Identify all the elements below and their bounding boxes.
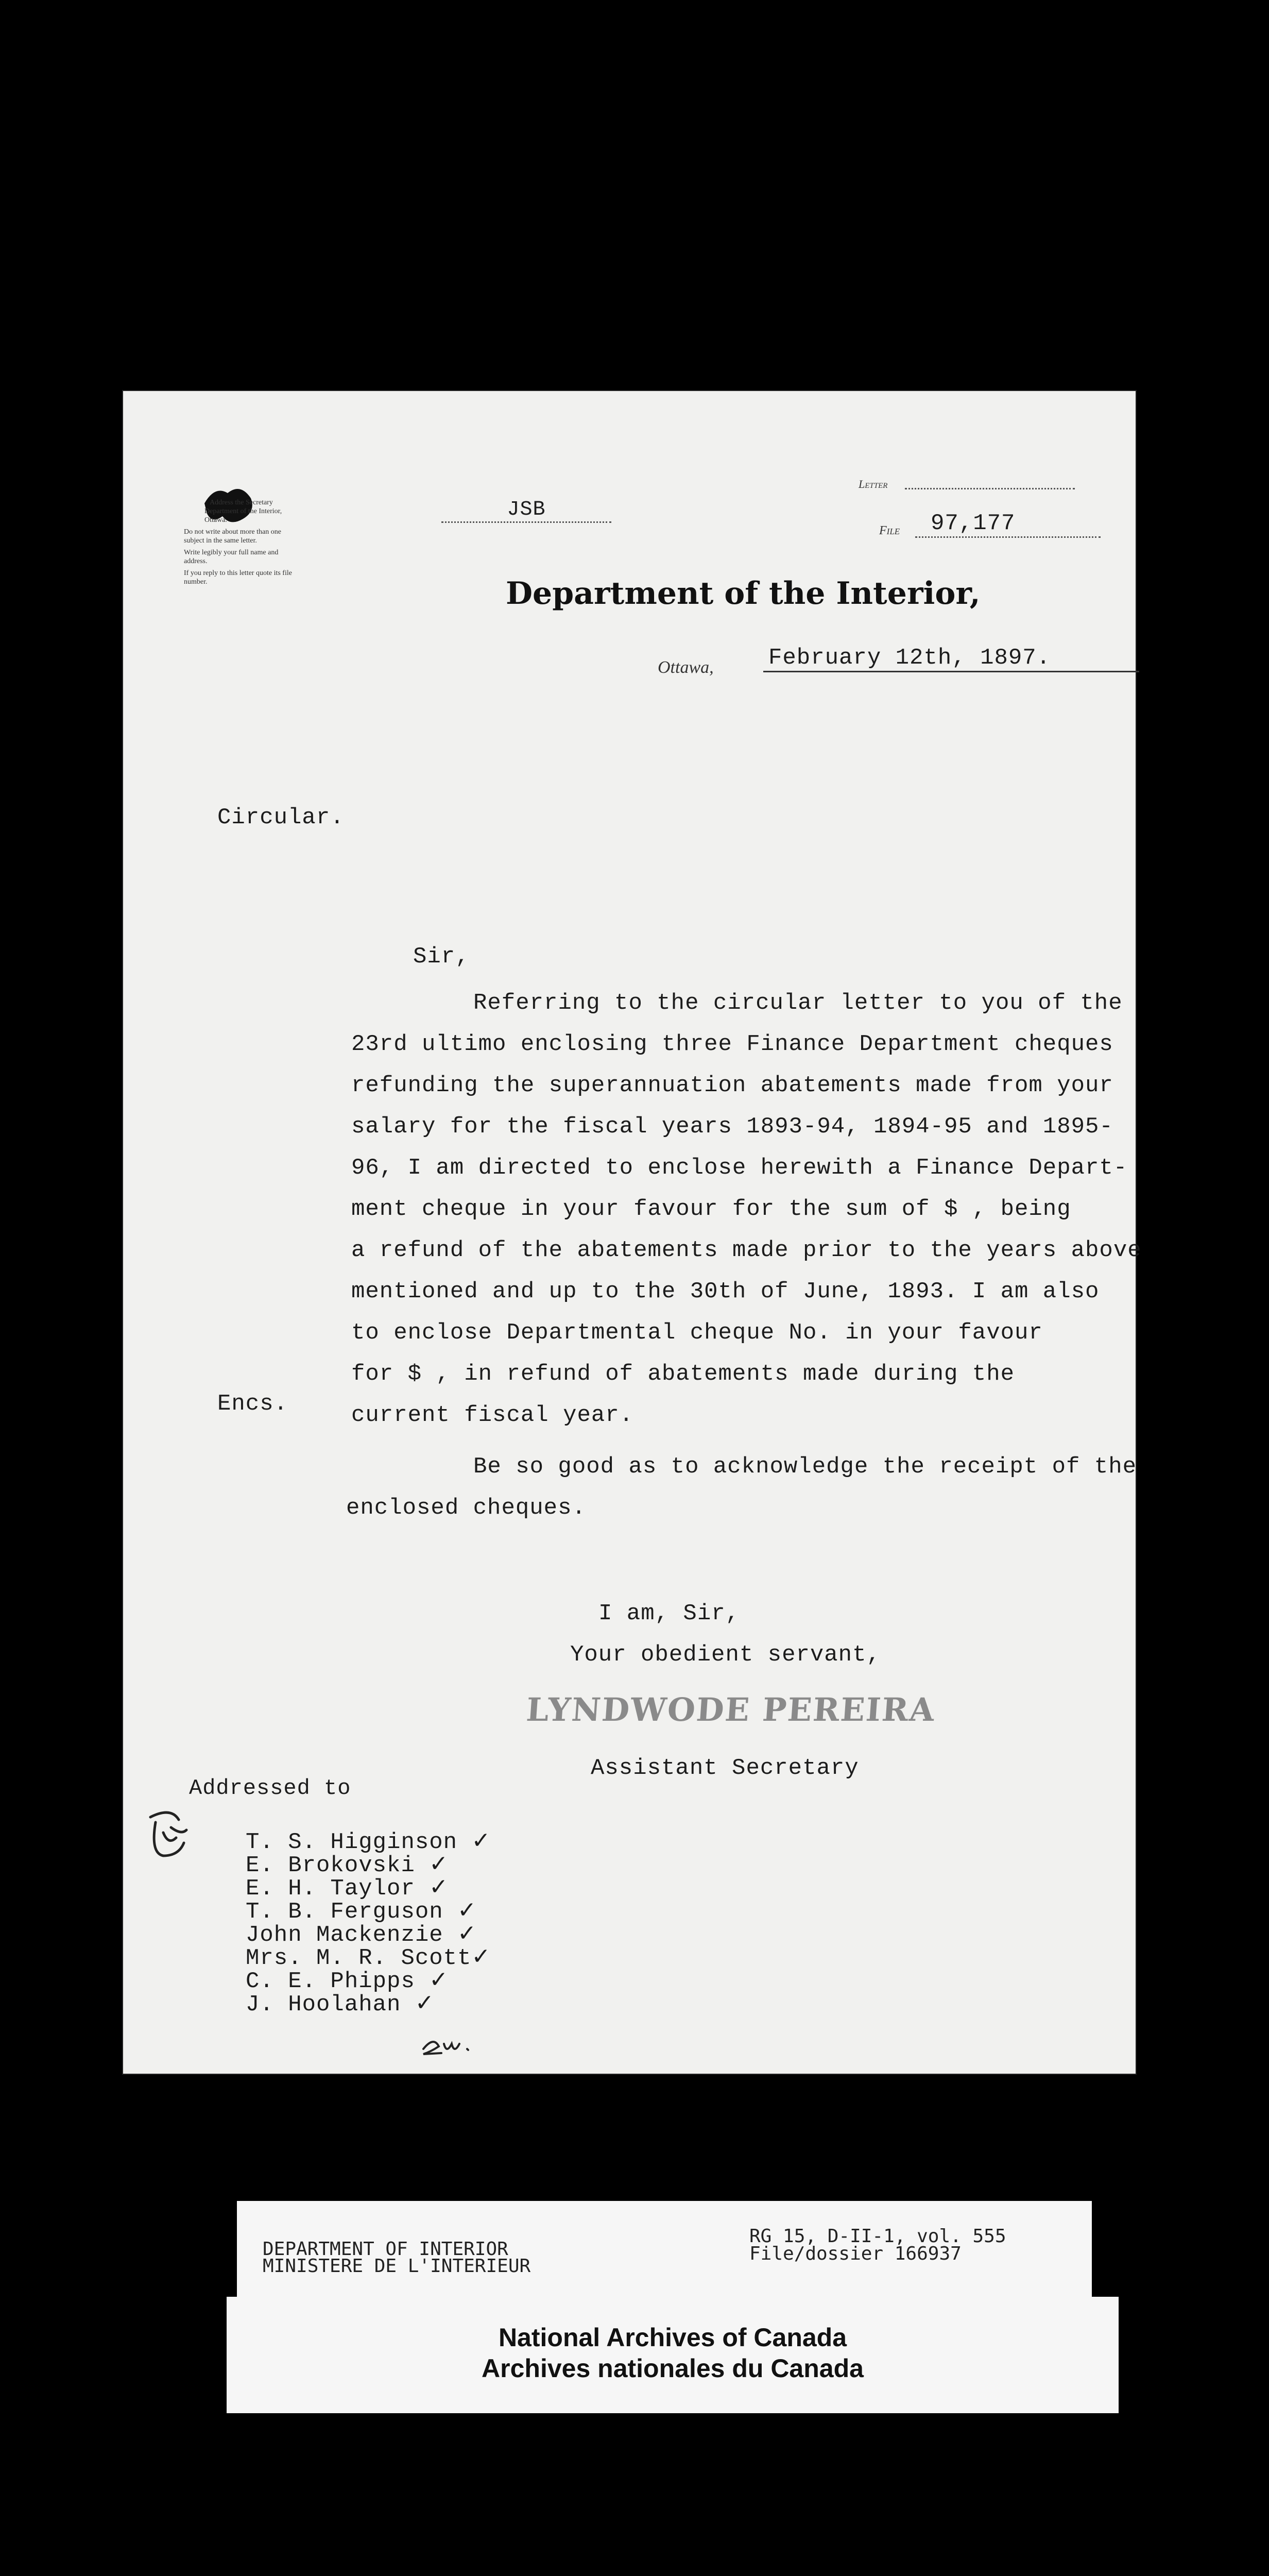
closing-line: I am, Sir,	[598, 1601, 740, 1626]
addressee: John Mackenzie ✓	[246, 1920, 477, 1948]
letter-line	[905, 488, 1075, 489]
body-line: Referring to the circular letter to you of the	[473, 990, 1123, 1016]
file-number: 97,177	[915, 511, 1101, 538]
body-line: 23rd ultimo enclosing three Finance Department cheques	[351, 1031, 1113, 1057]
archive-reference-label	[237, 2201, 1092, 2298]
body-line: to enclose Departmental cheque No. in your favour	[351, 1320, 1043, 1346]
body-line: for $ , in refund of abatements made during the	[351, 1361, 1015, 1387]
body-line: 96, I am directed to enclose herewith a Finance Depart-	[351, 1155, 1128, 1181]
record-group-ref: RG 15, D-II-1, vol. 555	[749, 2226, 1006, 2247]
body-line: refunding the superannuation abatements made from your	[351, 1073, 1113, 1098]
letter-date: February 12th, 1897.	[763, 645, 1139, 672]
body-line: mentioned and up to the 30th of June, 1893. I am also	[351, 1279, 1100, 1304]
handwritten-mark-icon	[140, 1807, 197, 1869]
enclosures-note: Encs.	[217, 1391, 288, 1417]
addressee: T. B. Ferguson ✓	[246, 1897, 477, 1925]
file-label: File	[879, 524, 900, 537]
body-line: a refund of the abatements made prior to the years above	[351, 1238, 1142, 1263]
letter-page	[122, 390, 1142, 2075]
addressee: T. S. Higginson ✓	[246, 1827, 491, 1855]
addressed-heading: Addressed to	[189, 1776, 351, 1801]
letter-label: Letter	[859, 478, 888, 490]
addressee: E. Brokovski ✓	[246, 1851, 449, 1878]
closing-paragraph: enclosed cheques.	[346, 1495, 586, 1521]
handwritten-initial-icon	[421, 2028, 483, 2059]
department-heading: Department of the Interior,	[506, 575, 981, 612]
body-line: salary for the fiscal years 1893-94, 1894-95 and 1895-	[351, 1114, 1113, 1140]
national-archives-label	[227, 2297, 1119, 2413]
addressee: J. Hoolahan ✓	[246, 1990, 435, 2018]
salutation: Sir,	[413, 944, 470, 970]
addressee: Mrs. M. R. Scott✓	[246, 1943, 491, 1971]
addressee-list	[246, 1827, 491, 2018]
circular-heading: Circular.	[217, 805, 345, 831]
signatory-title: Assistant Secretary	[591, 1755, 859, 1781]
archives-name-fr: Archives nationales du Canada	[482, 2354, 864, 2383]
body-line: current fiscal year.	[351, 1402, 634, 1428]
closing-paragraph: Be so good as to acknowledge the receipt of the	[473, 1454, 1137, 1480]
file-dossier-ref: File/dossier 166937	[749, 2243, 962, 2264]
addressee: C. E. Phipps ✓	[246, 1967, 449, 1994]
signature-stamp: LYNDWODE PEREIRA	[525, 1691, 937, 1728]
department-en: DEPARTMENT OF INTERIOR	[263, 2239, 508, 2260]
closing-line: Your obedient servant,	[570, 1642, 881, 1668]
archives-name-en: National Archives of Canada	[498, 2323, 847, 2352]
place: Ottawa,	[658, 658, 714, 677]
body-line: ment cheque in your favour for the sum of $ , being	[351, 1196, 1071, 1222]
reply-instructions: Address the Secretary Department of the Interior, Ottawa. Do not write about more than one subject in the same letter. Write legibly your full name and address. If you reply to this letter quote its file number.	[184, 499, 292, 586]
addressee: E. H. Taylor ✓	[246, 1874, 449, 1902]
clerk-initials: JSB	[441, 498, 611, 523]
department-fr: MINISTERE DE L'INTERIEUR	[263, 2256, 531, 2277]
